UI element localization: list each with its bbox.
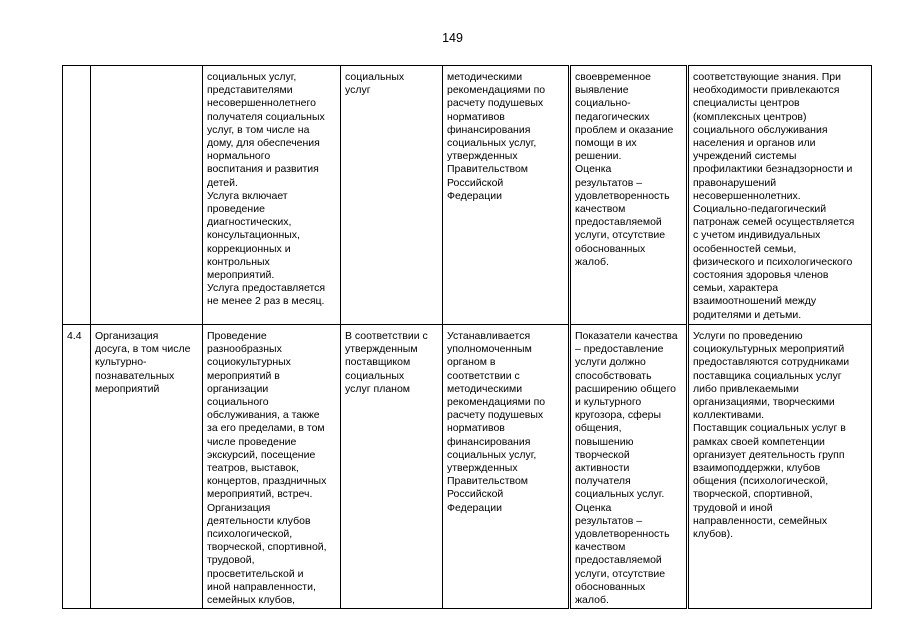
service-description-cell: Проведение разнообразных социокультурных мероприятий в организации социального обслуживания, а также за его пределами, в том числе проведение экскурсий, посещение театров, выставок, концертов, праздничных мероприятий, встреч. Организация деятельности клубов психологической, творческой, спортивной, трудовой, просветительской и иной направленности, семейных клубов, [203, 325, 341, 609]
row-number-cell [63, 66, 91, 325]
quality-cell: Показатели качества – предоставление услуги должно способствовать расширению общего и культурного кругозора, сферы общения, повышению творческой активности получателя социальных услуг. Оценка результатов – удовлетворенность качеством предоставляемой услуги, отсутствие обоснованных жалоб. [570, 325, 688, 609]
table-row [63, 66, 872, 325]
service-description-cell: социальных услуг, представителями несовершеннолетнего получателя социальных услуг, в том числе на дому, для обеспечения нормального воспитания и развития детей. Услуга включает проведение диагностических, консультационных, коррекционных и контрольных мероприятий. Услуга предоставляется не менее 2 раз в месяц. [203, 66, 341, 325]
page-number: 149 [442, 31, 463, 45]
quality-cell: своевременное выявление социально- педагогических проблем и оказание помощи в их решении. Оценка результатов – удовлетворенность качеством предоставляемой услуги, отсутствие обоснованных жалоб. [570, 66, 688, 325]
row-number-cell: 4.4 [63, 325, 91, 609]
conditions-cell: соответствующие знания. При необходимости привлекаются специалисты центров (комплексных центров) социального обслуживания населения и органов или учреждений системы профилактики безнадзорности и правонарушений несовершеннолетних. Социально-педагогический патронаж семей осуществляется с учетом индивидуальных особенностей семьи, физического и психологического состояния здоровья членов семьи, характера взаимоотношений между родителями и детьми. [688, 66, 872, 325]
norm-cell: методическими рекомендациями по расчету подушевых нормативов финансирования социальных услуг, утвержденных Правительством Российской Федерации [443, 66, 570, 325]
services-table [62, 65, 872, 609]
service-name-cell [91, 66, 203, 325]
norm-cell: Устанавливается уполномоченным органом в соответствии с методическими рекомендациями по расчету подушевых нормативов финансирования социальных услуг, утвержденных Правительством Российской Федерации [443, 325, 570, 609]
service-name-cell: Организация досуга, в том числе культурно- познавательных мероприятий [91, 325, 203, 609]
conditions-cell: Услуги по проведению социокультурных мероприятий предоставляются сотрудниками поставщика социальных услуг либо привлекаемыми организациями, творческими коллективами. Поставщик социальных услуг в рамках своей компетенции организует деятельность групп взаимоподдержки, клубов общения (психологической, творческой, спортивной, трудовой и иной направленности, семейных клубов). [688, 325, 872, 609]
service-volume-cell: социальных услуг [341, 66, 443, 325]
service-volume-cell: В соответствии с утвержденным поставщиком социальных услуг планом [341, 325, 443, 609]
table-row [63, 325, 872, 609]
